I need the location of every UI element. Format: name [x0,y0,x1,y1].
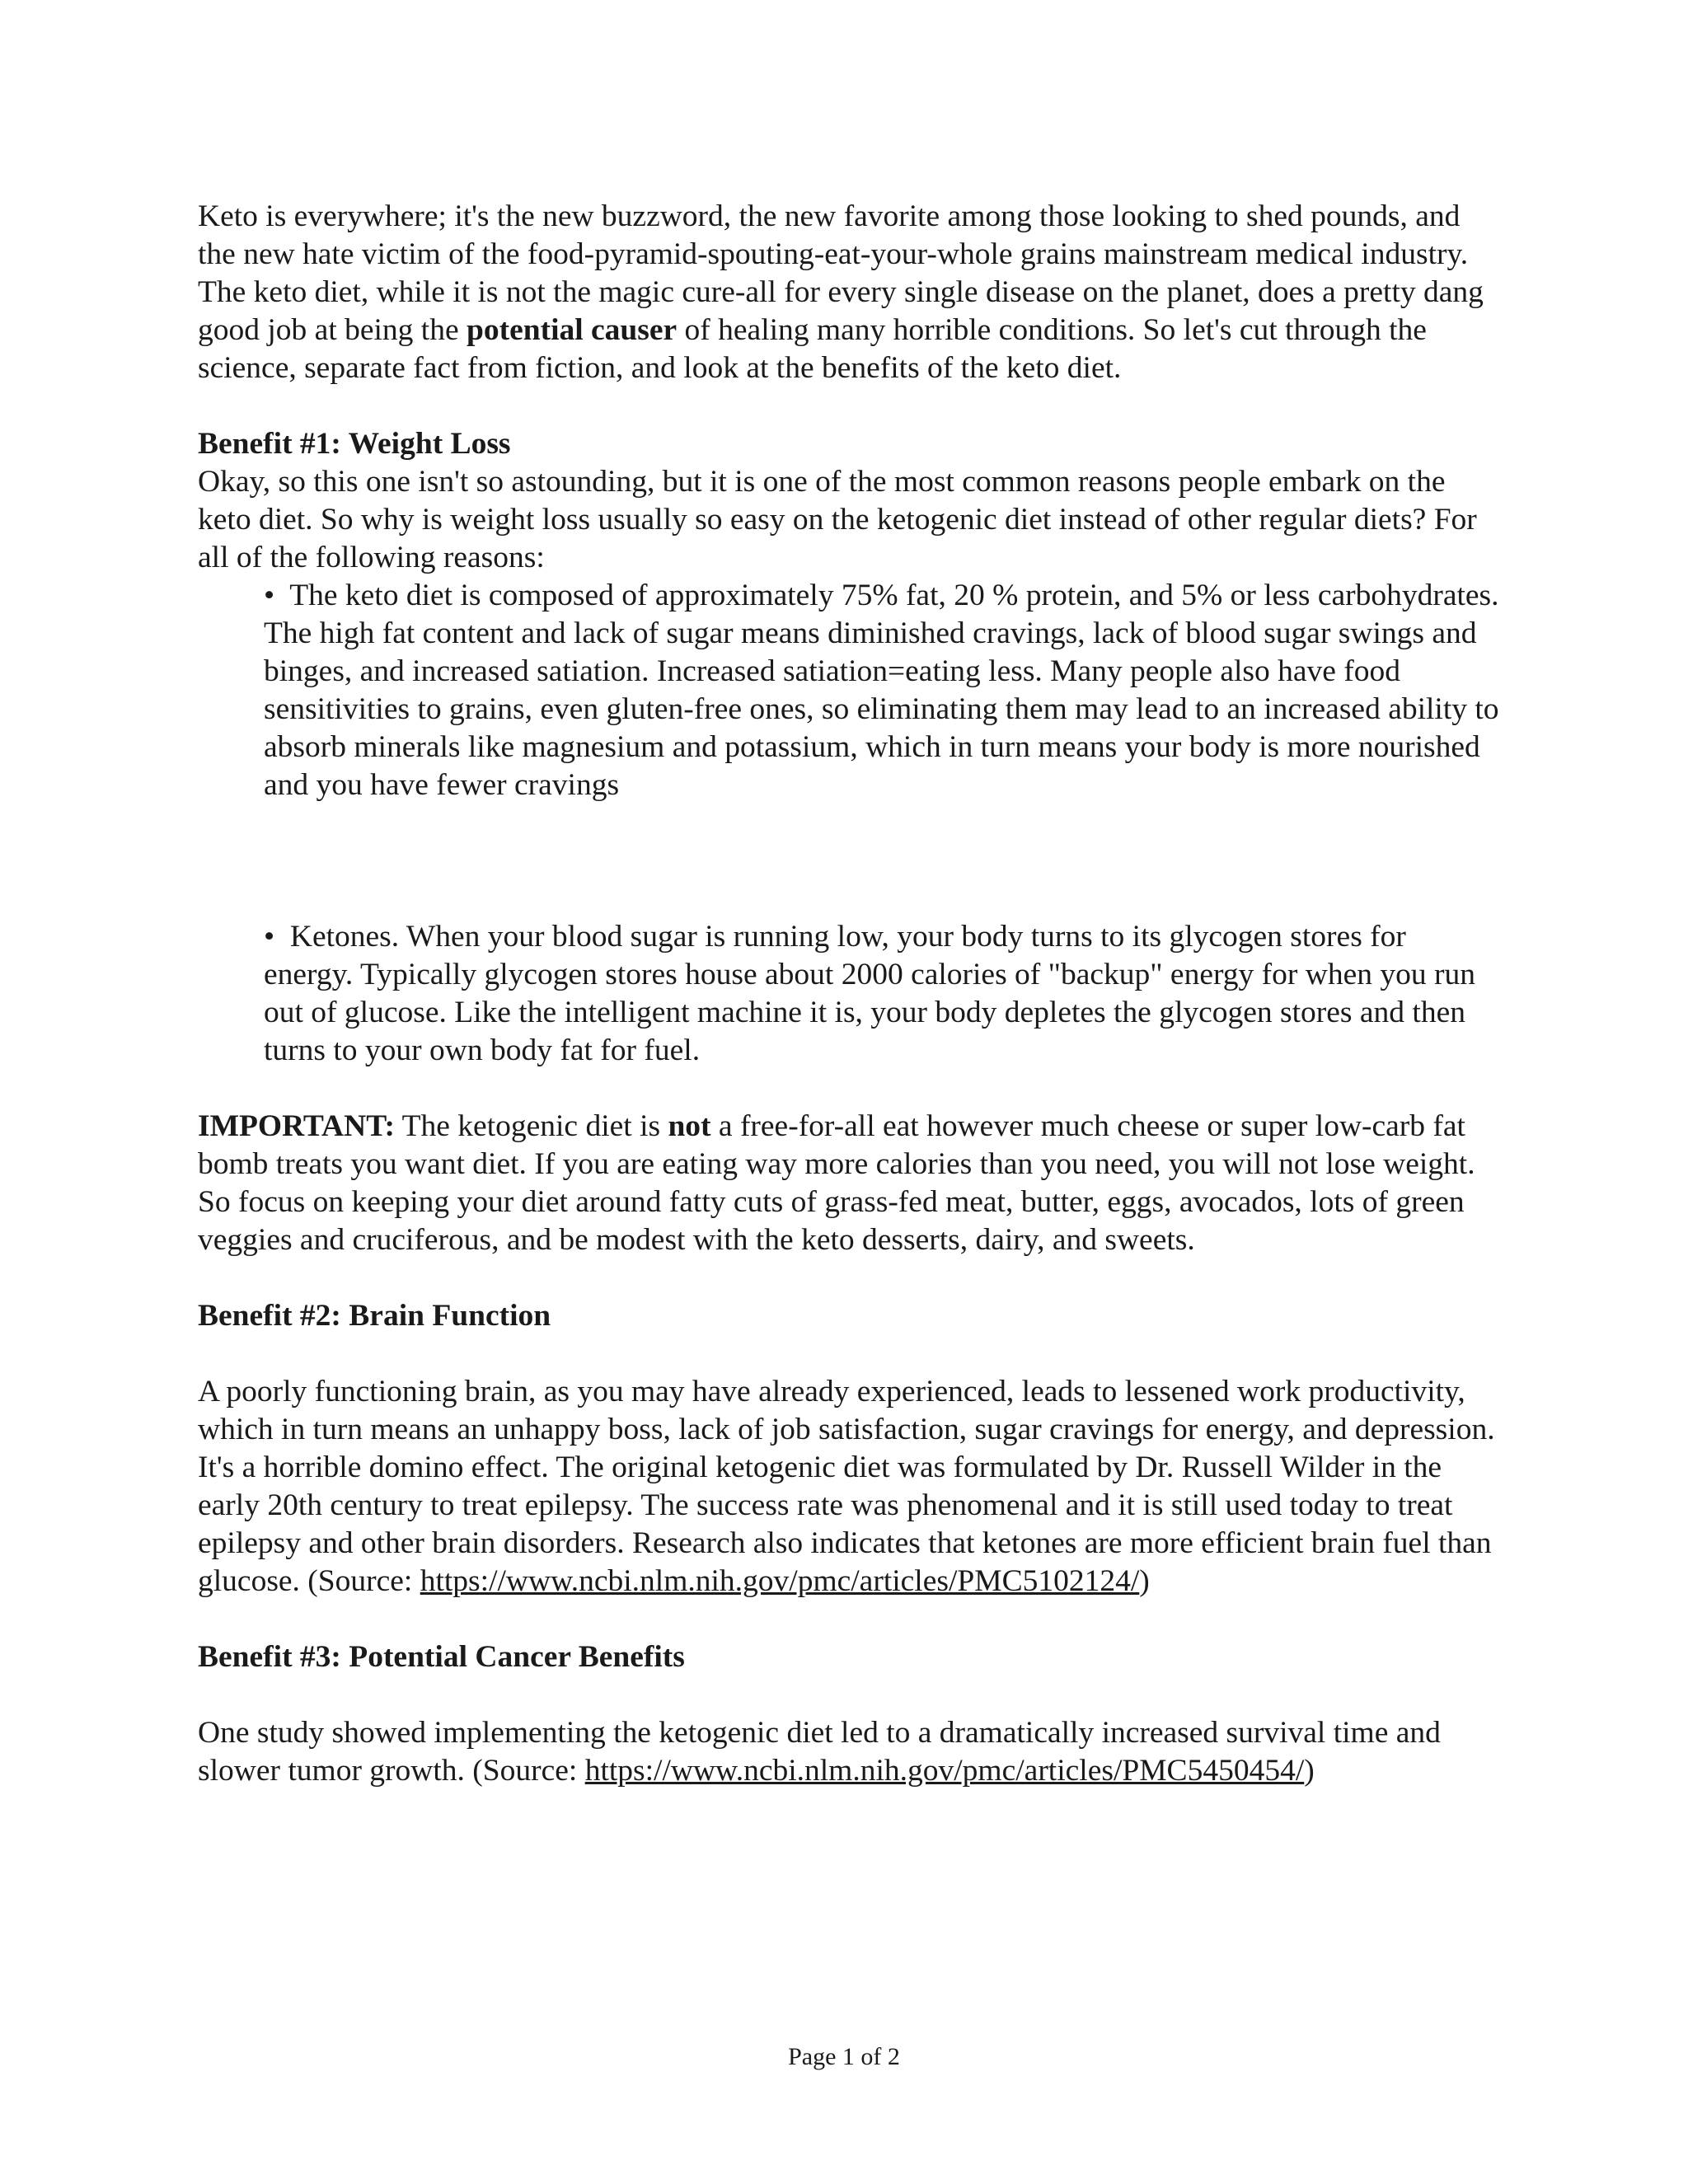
benefit-3-body [198,1714,1500,1790]
important-text-cont: a free-for-all eat however much cheese or super low-carb fat bomb treats you want diet. If you are eating way more calories than you need, you will not lose weight. So focus on keeping your diet around fatty cuts of grass-fed meat, butter, eggs, avocados, lots of green veggies and cruciferous, and be modest with the keto desserts, dairy, and sweets. [198,1109,1475,1257]
bullet-text: Ketones. When your blood sugar is running low, your body turns to its glycogen stores for energy. Typically glycogen stores house about 2000 calories of "backup" energy for when you run out of glucose. Like the intelligent machine it is, your body depletes the glycogen stores and then turns to your own body fat for fuel. [264,920,1475,1067]
source-link[interactable]: https://www.ncbi.nlm.nih.gov/pmc/articles/PMC5102124/ [420,1564,1140,1598]
benefit-1-heading: Benefit #1: Weight Loss [198,427,511,461]
important-bold-word: not [668,1109,711,1143]
important-paragraph [198,1108,1500,1259]
benefit-3-heading: Benefit #3: Potential Cancer Benefits [198,1640,685,1674]
bullet-text: The keto diet is composed of approximately 75% fat, 20 % protein, and 5% or less carbohydrates. The high fat content and lack of sugar means diminished cravings, lack of blood sugar swings and binges, and increased satiation. Increased satiation=eating less. Many people also have food sensitivities to grains, even gluten-free ones, so eliminating them may lead to an increased ability to absorb minerals like magnesium and potassium, which in turn means your body is more nourished and you have fewer cravings [264,579,1499,802]
intro-paragraph [198,198,1500,387]
intro-text: Keto is everywhere; it's the new buzzword, the new favorite among those looking to shed pounds, and the new hate victim of the food-pyramid-spouting-eat-your-whole grains mainstream medical industry. The keto diet, while it is not the magic cure-all for every single disease on the planet, does a pretty dang good job at being the [198,199,1484,347]
page-number: Page 1 of 2 [788,2043,900,2070]
closing-paren: ) [1139,1564,1150,1598]
benefit-2-text: A poorly functioning brain, as you may have already experienced, leads to lessened work productivity, which in turn means an unhappy boss, lack of job satisfaction, sugar cravings for energy, and depression. It's a horrible domino effect. The original ketogenic diet was formulated by Dr. Russell Wilder in the early 20th century to treat epilepsy. The success rate was phenomenal and it is still used today to treat epilepsy and other brain disorders. Research also indicates that ketones are more efficient brain fuel than glucose. (Source: [198,1375,1495,1598]
benefit-2-heading: Benefit #2: Brain Function [198,1299,551,1333]
source-link[interactable]: https://www.ncbi.nlm.nih.gov/pmc/articles/PMC5450454/ [584,1754,1305,1788]
bullet-icon: • [264,920,275,954]
bullet-icon: • [264,579,275,612]
important-label: IMPORTANT: [198,1109,395,1143]
document-page [198,198,1500,1790]
closing-paren: ) [1304,1754,1315,1788]
intro-bold-phrase: potential causer [466,313,678,347]
list-item [264,577,1500,804]
benefit-1-body: Okay, so this one isn't so astounding, but it is one of the most common reasons people embark on the keto diet. So why is weight loss usually so easy on the ketogenic diet instead of other regular diets? For all of the following reasons: [198,465,1477,574]
benefit-2-body [198,1373,1500,1601]
intro-text-cont: of healing many horrible conditions. So let's cut through the science, separate fact from fiction, and look at the benefits of the keto diet. [198,313,1427,385]
important-text: The ketogenic diet is [394,1109,668,1143]
list-item [264,918,1500,1070]
benefit-3-text: One study showed implementing the ketogenic diet led to a dramatically increased survival time and slower tumor growth. (Source: [198,1716,1441,1788]
